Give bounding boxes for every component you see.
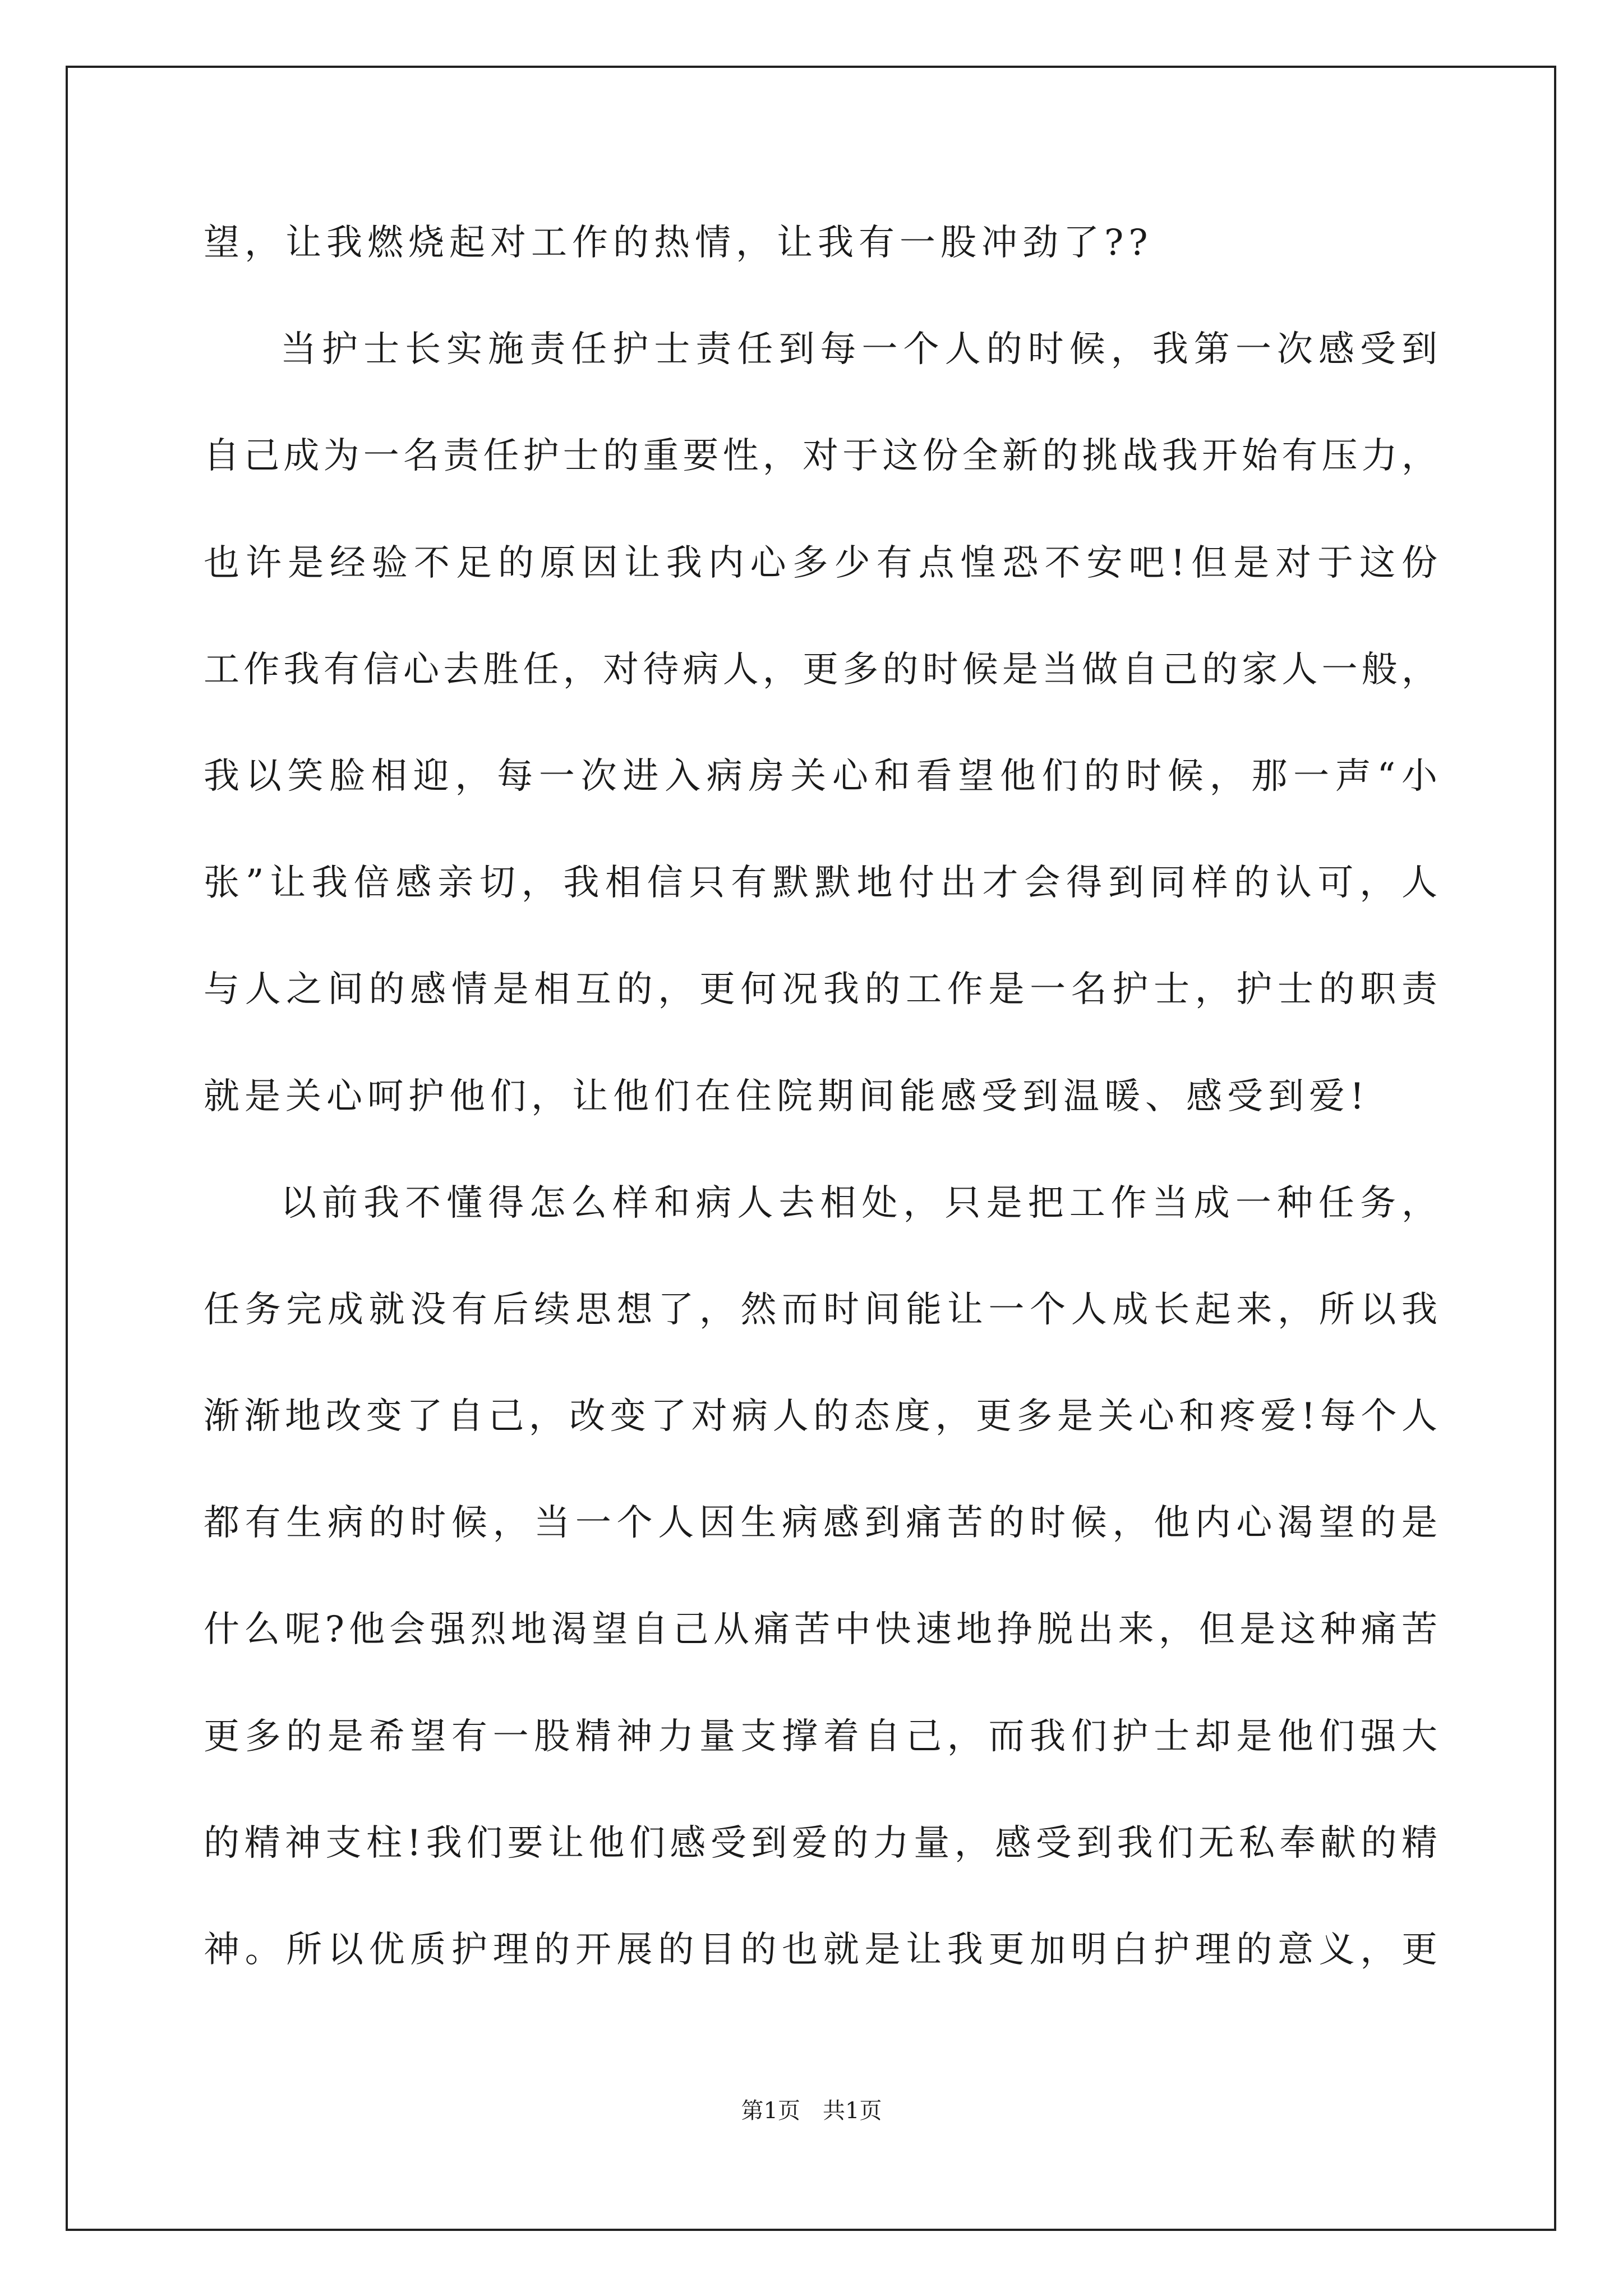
page-border bbox=[66, 66, 1556, 2231]
text-line: 我以笑脸相迎，每一次进入病房关心和看望他们的时候，那一声“小 bbox=[204, 756, 1437, 797]
text-line: 更多的是希望有一股精神力量支撑着自己，而我们护士却是他们强大 bbox=[204, 1716, 1437, 1757]
text-line: 与人之间的感情是相互的，更何况我的工作是一名护士，护士的职责 bbox=[204, 969, 1437, 1010]
text-line: 都有生病的时候，当一个人因生病感到痛苦的时候，他内心渴望的是 bbox=[204, 1502, 1437, 1544]
text-line: 任务完成就没有后续思想了，然而时间能让一个人成长起来，所以我 bbox=[204, 1289, 1437, 1331]
paragraph-first-line: 当护士长实施责任护士责任到每一个人的时候，我第一次感受到 bbox=[280, 329, 1437, 370]
text-line: 神。所以优质护理的开展的目的也就是让我更加明白护理的意义，更 bbox=[204, 1929, 1437, 1971]
text-line: 自己成为一名责任护士的重要性，对于这份全新的挑战我开始有压力， bbox=[204, 435, 1437, 477]
page-number: 第1页 bbox=[741, 2098, 800, 2124]
text-line: 望，让我燃烧起对工作的热情，让我有一股冲劲了?? bbox=[204, 222, 1153, 264]
text-line: 渐渐地改变了自己，改变了对病人的态度，更多是关心和疼爱!每个人 bbox=[204, 1396, 1437, 1437]
text-line: 就是关心呵护他们，让他们在住院期间能感受到温暖、感受到爱! bbox=[204, 1076, 1370, 1117]
text-line: 也许是经验不足的原因让我内心多少有点惶恐不安吧!但是对于这份 bbox=[204, 542, 1437, 584]
text-line: 工作我有信心去胜任，对待病人，更多的时候是当做自己的家人一般， bbox=[204, 649, 1437, 691]
page-footer bbox=[0, 2097, 1623, 2125]
page-total: 共1页 bbox=[823, 2098, 882, 2124]
text-line: 什么呢?他会强烈地渴望自己从痛苦中快速地挣脱出来，但是这种痛苦 bbox=[204, 1609, 1437, 1650]
text-line: 张”让我倍感亲切，我相信只有默默地付出才会得到同样的认可，人 bbox=[204, 862, 1437, 904]
text-line: 的精神支柱!我们要让他们感受到爱的力量，感受到我们无私奉献的精 bbox=[204, 1823, 1437, 1864]
paragraph-first-line: 以前我不懂得怎么样和病人去相处，只是把工作当成一种任务， bbox=[280, 1182, 1437, 1224]
